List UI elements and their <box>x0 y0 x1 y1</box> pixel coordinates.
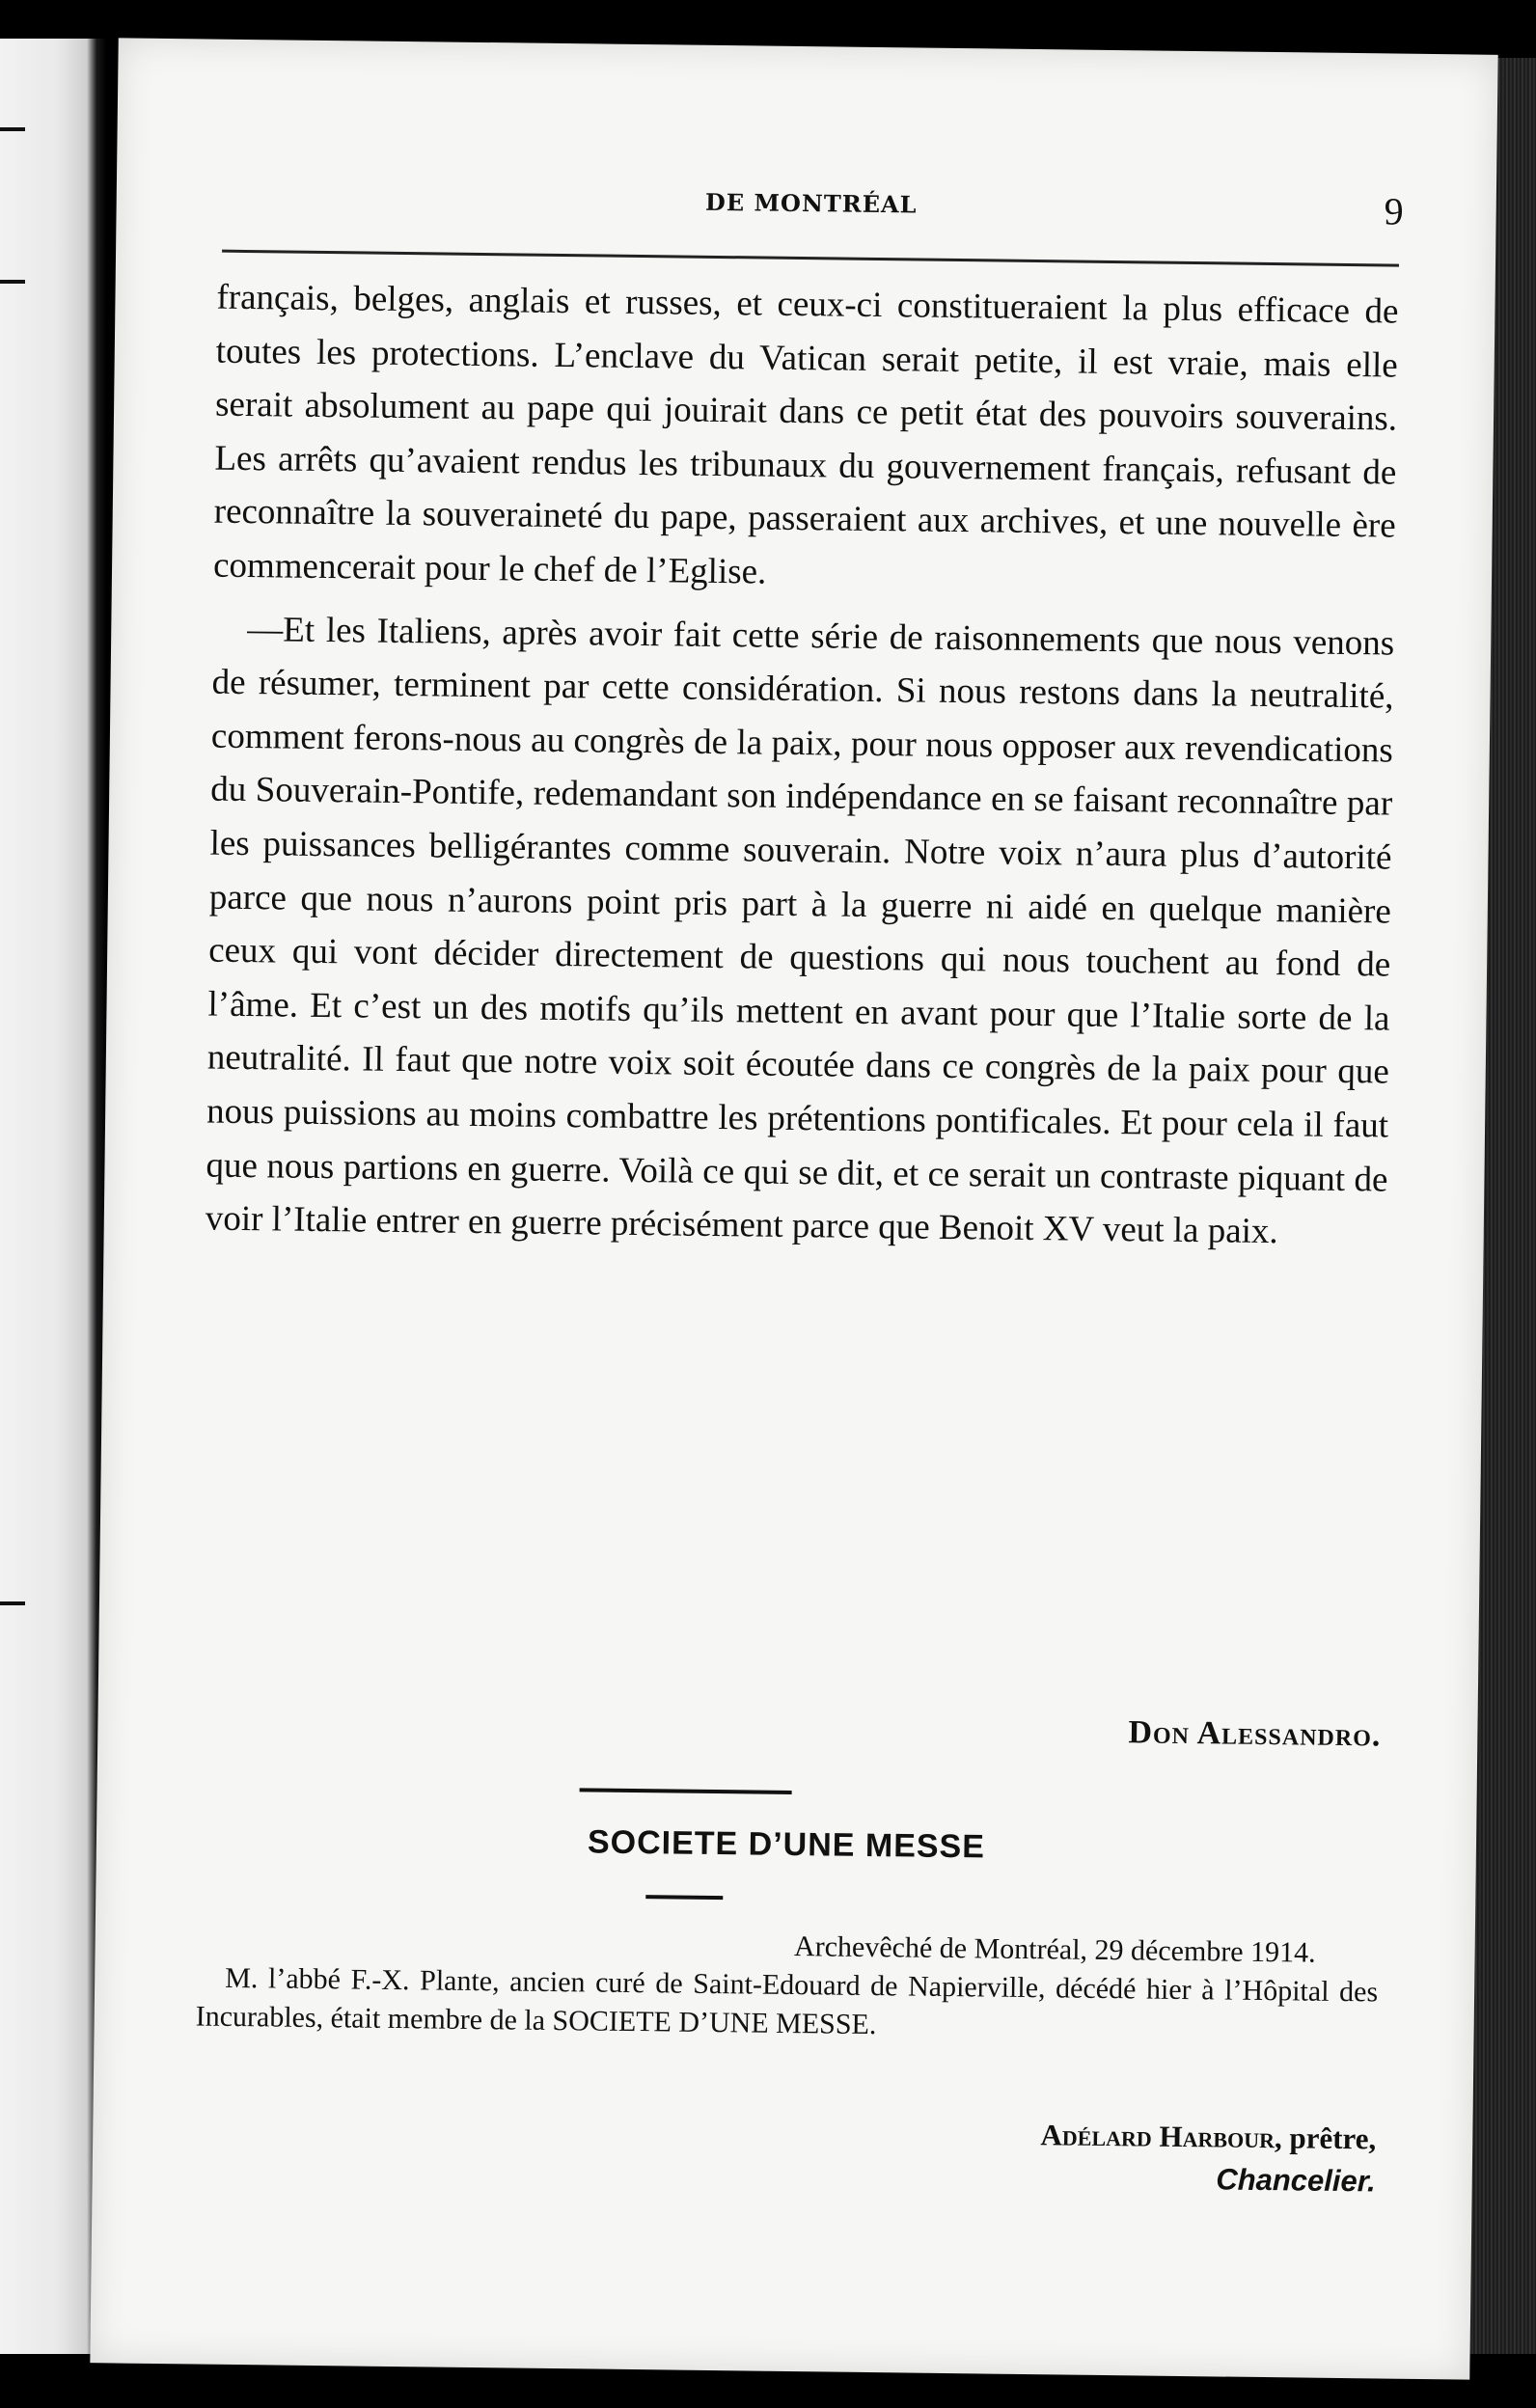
section-separator <box>580 1788 792 1794</box>
title-underline <box>645 1895 723 1900</box>
signer-title: prêtre, <box>1289 2121 1377 2156</box>
previous-page-edge <box>0 39 106 2354</box>
signer-name: Adélard Harbour, <box>1040 2118 1282 2155</box>
paragraph: français, belges, anglais et russes, et ceux-ci constitueraient la plus efficace de toutes les protections. L’enclave du Vatican serait petite, il est vraie, mais elle serait absolument au pape qui jouirait dans ce petit état des pouvoirs souverains. Les arrêts qu’avaient rendus les tribunaux du gouvernement français, refusant de reconnaître la souveraineté du pape, passeraient aux archives, et une nouvelle ère commencerait pour le chef de l’Eglise. <box>212 277 1399 592</box>
page-number: 9 <box>1384 189 1404 233</box>
previous-page-mark <box>0 127 25 131</box>
previous-page-mark <box>0 1601 25 1605</box>
section-title: SOCIETE D’UNE MESSE <box>587 1823 986 1866</box>
article-body <box>205 271 1398 1261</box>
notice-text: M. l’abbé F.-X. Plante, ancien curé de Saint-Edouard de Napierville, décédé hier à l’Hôpital des Incurables, était membre de la SOCIETE D’UNE MESSE. <box>195 1961 1379 2041</box>
article-signature: Don Alessandro. <box>1128 1714 1382 1754</box>
header-rule <box>222 250 1399 267</box>
signer-role: Chancelier. <box>1216 2162 1376 2199</box>
previous-page-mark <box>0 280 25 284</box>
notice-signature <box>1040 2114 1377 2203</box>
paragraph: —Et les Italiens, après avoir fait cette série de raisonnements que nous venons de résumer, terminent par cette considération. Si nous restons dans la neutralité, comment ferons-nous au congrès de la paix, pour nous opposer aux revendications du Souverain-Pontife, redemandant son indépendance en se faisant reconnaître par les puissances belligérantes comme souverain. Notre voix n’aura plus d’autorité parce que nous n’aurons point pris part à la guerre ni aidé en quelque manière ceux qui vont décider directement de questions qui nous touchent au fond de l’âme. Et c’est un des motifs qu’ils mettent en avant pour que l’Italie sorte de la neutralité. Il faut que notre voix soit écoutée dans ce congrès de la paix pour que nous puissions au moins combattre les prétentions pontificales. Et pour cela il faut que nous partions en guerre. Voilà ce qui se dit, et ce serait un contraste piquant de voir l’Italie entrer en guerre précisément parce que Benoit XV veut la paix. <box>205 609 1395 1252</box>
running-head: DE MONTRÉAL <box>704 187 918 219</box>
book-page <box>90 38 1497 2379</box>
place-date: Archevêché de Montréal, 29 décembre 1914. <box>793 1930 1316 1969</box>
notice-body <box>195 1920 1378 2050</box>
page-header <box>222 165 1404 237</box>
